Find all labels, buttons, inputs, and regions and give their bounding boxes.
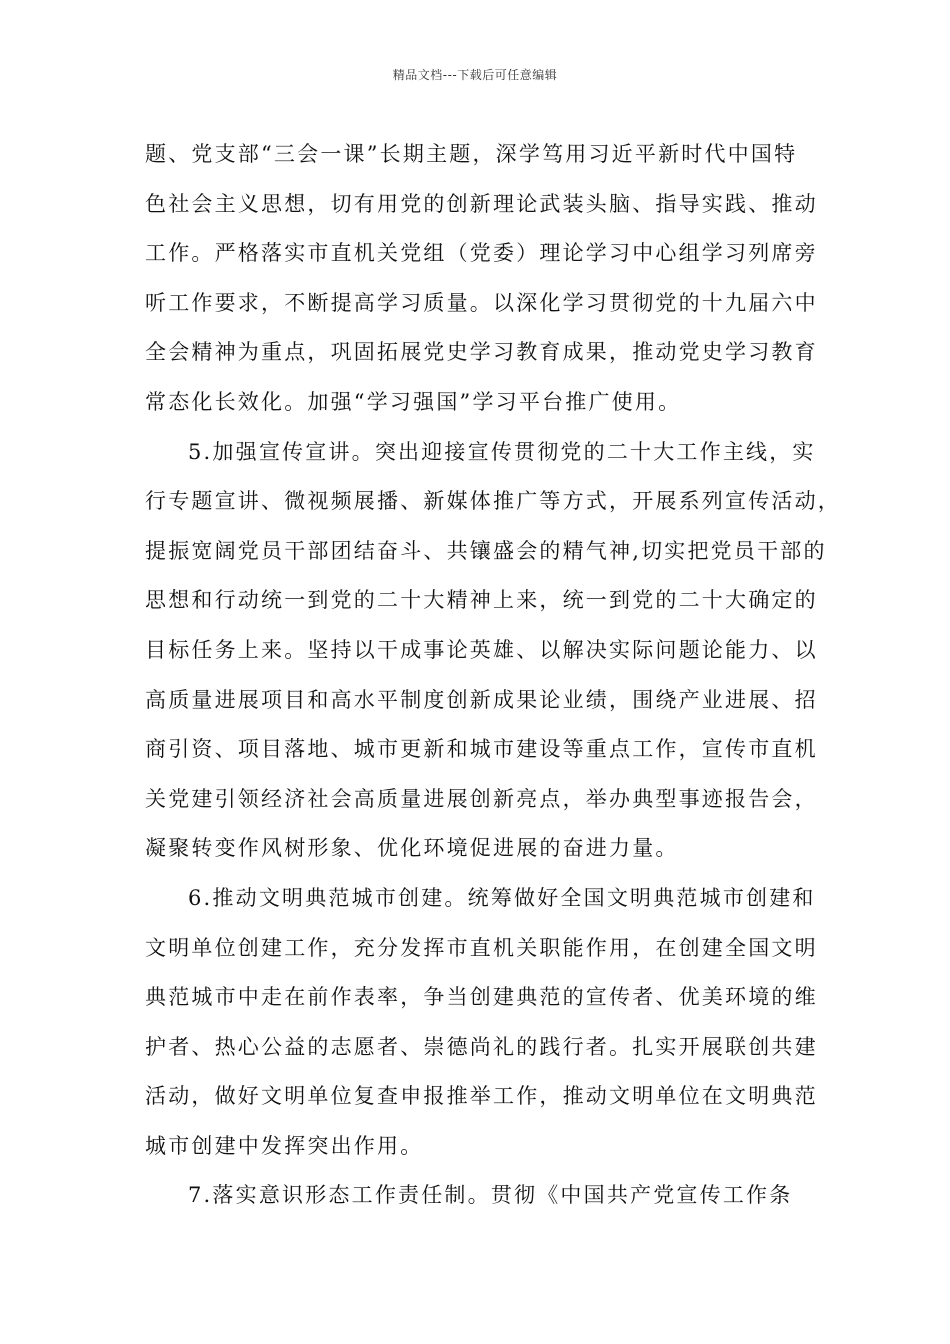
body-line: 高质量进展项目和高水平制度创新成果论业绩，围绕产业进展、招 — [145, 687, 818, 712]
body-line: 商引资、项目落地、城市更新和城市建设等重点工作，宣传市直机 — [145, 737, 818, 762]
paragraph-6-start: 6.推动文明典范城市创建。统筹做好全国文明典范城市创建和 — [188, 885, 816, 910]
body-line: 护者、热心公益的志愿者、崇德尚礼的践行者。扎实开展联创共建 — [145, 1034, 818, 1059]
body-line: 听工作要求，不断提高学习质量。以深化学习贯彻党的十九届六中 — [145, 290, 818, 315]
body-line: 行专题宣讲、微视频展播、新媒体推广等方式，开展系列宣传活动， — [145, 489, 841, 514]
body-line: 关党建引领经济社会高质量进展创新亮点，举办典型事迹报告会， — [145, 786, 818, 811]
body-line: 全会精神为重点，巩固拓展党史学习教育成果，推动党史学习教育 — [145, 340, 818, 365]
body-line: 文明单位创建工作，充分发挥市直机关职能作用，在创建全国文明 — [145, 935, 818, 960]
body-line: 活动，做好文明单位复查申报推举工作，推动文明单位在文明典范 — [145, 1084, 818, 1109]
body-line: 工作。严格落实市直机关党组（党委）理论学习中心组学习列席旁 — [145, 241, 818, 266]
body-line: 城市创建中发挥突出作用。 — [145, 1133, 424, 1158]
document-body — [145, 130, 841, 1221]
paragraph-5-start: 5.加强宣传宣讲。突出迎接宣传贯彻党的二十大工作主线，实 — [188, 439, 816, 464]
body-line: 提振宽阔党员干部团结奋斗、共镶盛会的精气神,切实把党员干部的 — [145, 538, 827, 563]
page-header: 精品文档---下载后可任意编辑 — [392, 68, 558, 82]
body-line: 色社会主义思想，切有用党的创新理论武装头脑、指导实践、推动 — [145, 191, 818, 216]
body-line: 目标任务上来。坚持以干成事论英雄、以解决实际问题论能力、以 — [145, 637, 818, 662]
body-line: 题、党支部“三会一课”长期主题，深学笃用习近平新时代中国特 — [145, 142, 798, 166]
body-line: 常态化长效化。加强“学习强国”学习平台推广使用。 — [145, 389, 682, 414]
body-line: 典范城市中走在前作表率，争当创建典范的宣传者、优美环境的维 — [145, 985, 818, 1010]
body-line: 凝聚转变作风树形象、优化环境促进展的奋进力量。 — [145, 836, 679, 861]
body-line: 思想和行动统一到党的二十大精神上来，统一到党的二十大确定的 — [145, 588, 818, 613]
paragraph-7-start: 7.落实意识形态工作责任制。贯彻《中国共产党宣传工作条 — [188, 1183, 793, 1208]
